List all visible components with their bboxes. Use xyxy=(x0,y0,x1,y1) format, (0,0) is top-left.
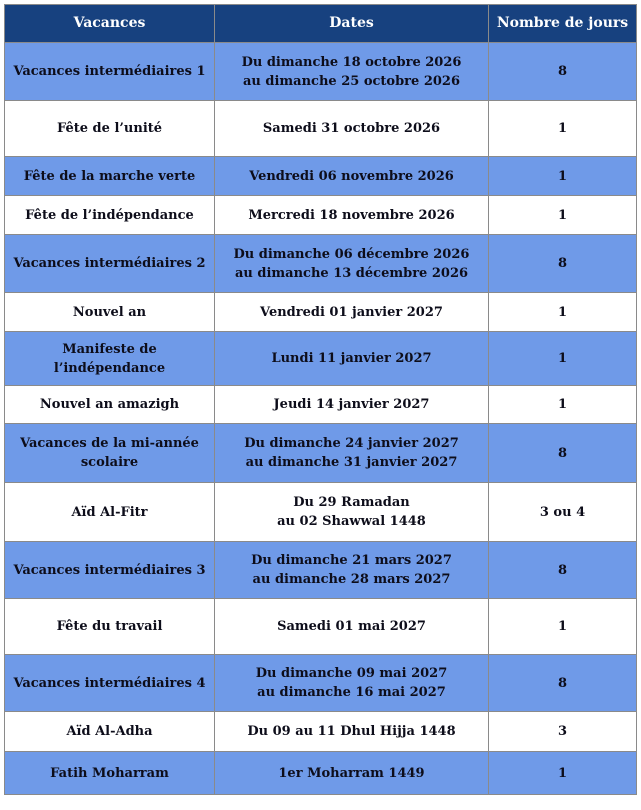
cell-dates-line: au dimanche 28 mars 2027 xyxy=(252,572,451,587)
cell-dates-line: Samedi 01 mai 2027 xyxy=(277,619,426,634)
cell-vacances-line: Fête du travail xyxy=(56,619,163,634)
table-row xyxy=(5,599,637,655)
cell-dates-line: Mercredi 18 novembre 2026 xyxy=(248,207,455,223)
cell-dates-line: Vendredi 06 novembre 2026 xyxy=(249,168,454,184)
cell-nombre-de-jours: 1 xyxy=(489,752,637,795)
cell-nombre-de-jours: 8 xyxy=(489,235,637,293)
cell-dates-line: Du 09 au 11 Dhul Hijja 1448 xyxy=(247,724,456,739)
table-row xyxy=(5,157,637,196)
cell-dates xyxy=(215,752,489,795)
cell-dates-line: au 02 Shawwal 1448 xyxy=(277,514,426,529)
cell-nombre-de-jours: 1 xyxy=(489,386,637,424)
cell-vacances xyxy=(5,542,215,599)
cell-vacances xyxy=(5,752,215,795)
cell-dates-line: au dimanche 25 octobre 2026 xyxy=(242,73,461,89)
cell-vacances xyxy=(5,157,215,196)
cell-dates-line: Samedi 31 octobre 2026 xyxy=(262,121,441,136)
table-row xyxy=(5,43,637,101)
cell-dates xyxy=(215,196,489,235)
cell-nombre-de-jours: 3 xyxy=(489,712,637,752)
cell-dates xyxy=(215,542,489,599)
cell-nombre-de-jours: 8 xyxy=(489,655,637,712)
table-row xyxy=(5,712,637,752)
cell-vacances xyxy=(5,196,215,235)
table-row xyxy=(5,101,637,157)
cell-vacances-line: Manifeste de xyxy=(62,341,157,357)
cell-nombre-de-jours: 1 xyxy=(489,293,637,332)
cell-dates xyxy=(215,386,489,424)
cell-vacances-line: Fête de la marche verte xyxy=(23,168,196,184)
cell-dates-line: au dimanche 13 décembre 2026 xyxy=(234,265,469,281)
cell-vacances xyxy=(5,235,215,293)
table-row xyxy=(5,386,637,424)
table-row xyxy=(5,655,637,712)
table-header-row xyxy=(5,5,637,43)
table-row xyxy=(5,293,637,332)
cell-vacances xyxy=(5,386,215,424)
cell-nombre-de-jours: 8 xyxy=(489,542,637,599)
cell-vacances-line: Vacances intermédiaires 2 xyxy=(13,256,206,271)
cell-dates xyxy=(215,424,489,483)
table-row xyxy=(5,235,637,293)
cell-dates xyxy=(215,712,489,752)
cell-vacances xyxy=(5,43,215,101)
table-row xyxy=(5,752,637,795)
table-row xyxy=(5,483,637,542)
cell-vacances xyxy=(5,101,215,157)
school-holidays-table xyxy=(4,4,637,795)
table-row xyxy=(5,196,637,235)
cell-vacances-line: scolaire xyxy=(80,455,139,470)
cell-vacances xyxy=(5,655,215,712)
cell-dates-line: Du dimanche 09 mai 2027 xyxy=(255,666,448,681)
cell-dates xyxy=(215,293,489,332)
header-vacances: Vacances xyxy=(5,5,215,43)
cell-vacances-line: Nouvel an xyxy=(72,304,147,320)
cell-vacances-line: Nouvel an amazigh xyxy=(39,397,180,412)
cell-vacances-line: Aïd Al-Fitr xyxy=(71,504,148,520)
cell-dates-line: Du dimanche 18 octobre 2026 xyxy=(241,54,462,70)
cell-dates xyxy=(215,483,489,542)
cell-vacances-line: Aïd Al-Adha xyxy=(66,724,153,739)
cell-vacances-line: Vacances intermédiaires 3 xyxy=(13,562,206,578)
cell-vacances-line: Vacances de la mi-année xyxy=(20,436,199,451)
cell-dates xyxy=(215,655,489,712)
cell-vacances xyxy=(5,712,215,752)
table-row xyxy=(5,542,637,599)
header-dates: Dates xyxy=(215,5,489,43)
cell-nombre-de-jours: 8 xyxy=(489,43,637,101)
cell-dates-line: Du dimanche 06 décembre 2026 xyxy=(233,246,470,262)
cell-dates xyxy=(215,235,489,293)
cell-vacances xyxy=(5,599,215,655)
cell-dates-line: Du dimanche 21 mars 2027 xyxy=(251,553,452,568)
cell-vacances-line: Fête de l’indépendance xyxy=(25,207,194,223)
cell-dates-line: Jeudi 14 janvier 2027 xyxy=(273,397,430,412)
cell-vacances xyxy=(5,483,215,542)
cell-dates-line: au dimanche 31 janvier 2027 xyxy=(245,455,458,470)
cell-dates xyxy=(215,157,489,196)
cell-nombre-de-jours: 8 xyxy=(489,424,637,483)
cell-nombre-de-jours: 1 xyxy=(489,157,637,196)
cell-dates-line: Vendredi 01 janvier 2027 xyxy=(260,304,443,320)
cell-dates xyxy=(215,332,489,386)
cell-nombre-de-jours: 1 xyxy=(489,599,637,655)
cell-nombre-de-jours: 1 xyxy=(489,332,637,386)
cell-vacances-line: l’indépendance xyxy=(53,360,166,376)
cell-dates xyxy=(215,101,489,157)
cell-vacances-line: Vacances intermédiaires 1 xyxy=(13,64,206,79)
cell-nombre-de-jours: 3 ou 4 xyxy=(489,483,637,542)
table-row xyxy=(5,424,637,483)
header-nombre-de-jours: Nombre de jours xyxy=(489,5,637,43)
cell-dates-line: 1er Moharram 1449 xyxy=(278,765,425,781)
cell-dates-line: Du dimanche 24 janvier 2027 xyxy=(244,436,459,451)
cell-dates-line: Du 29 Ramadan xyxy=(293,495,410,510)
table-body xyxy=(5,43,637,795)
table-row xyxy=(5,332,637,386)
cell-vacances xyxy=(5,424,215,483)
cell-dates xyxy=(215,43,489,101)
cell-vacances xyxy=(5,332,215,386)
cell-dates-line: au dimanche 16 mai 2027 xyxy=(257,685,446,700)
cell-dates xyxy=(215,599,489,655)
cell-vacances-line: Fête de l’unité xyxy=(56,121,163,136)
cell-vacances xyxy=(5,293,215,332)
cell-vacances-line: Vacances intermédiaires 4 xyxy=(13,675,206,691)
cell-vacances-line: Fatih Moharram xyxy=(50,765,169,781)
cell-dates-line: Lundi 11 janvier 2027 xyxy=(271,351,432,366)
cell-nombre-de-jours: 1 xyxy=(489,101,637,157)
cell-nombre-de-jours: 1 xyxy=(489,196,637,235)
